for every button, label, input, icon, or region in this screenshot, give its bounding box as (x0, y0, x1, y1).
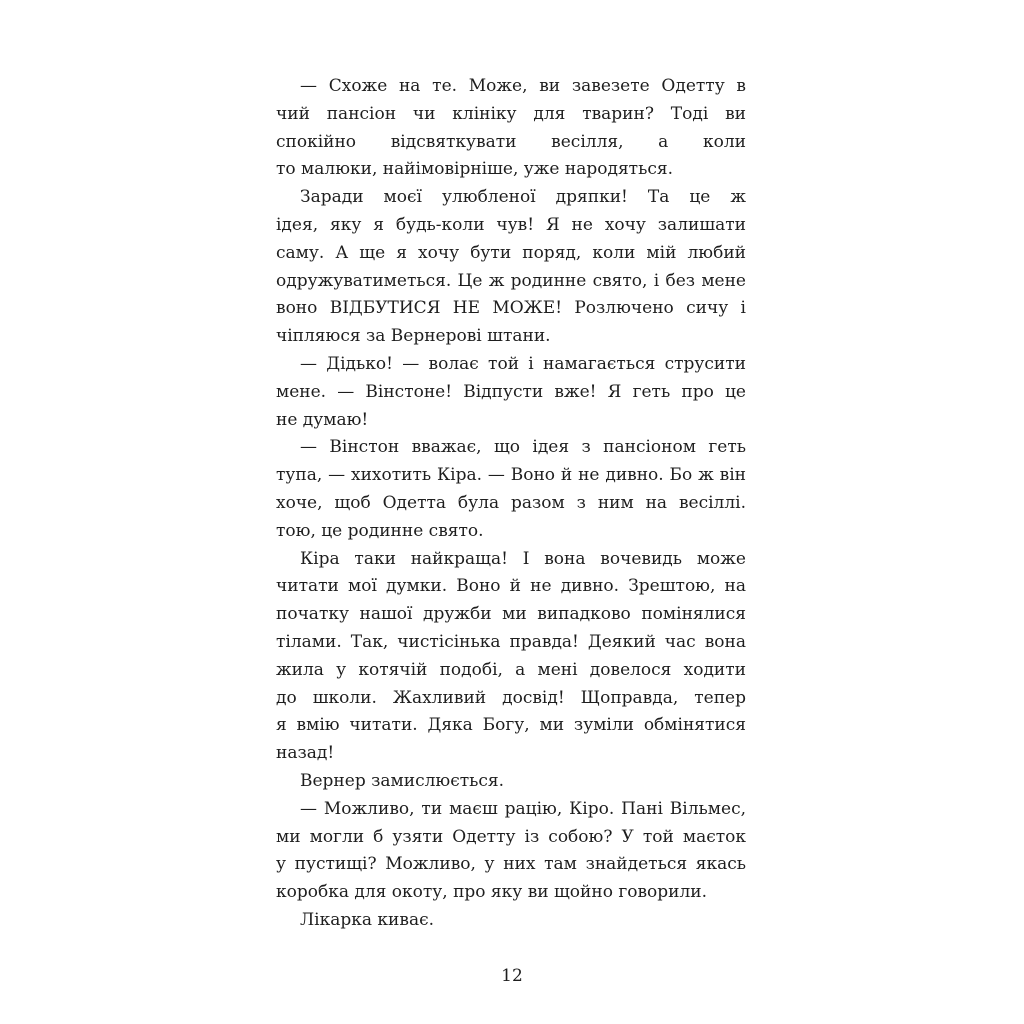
text-line: воно ВІДБУТИСЯ НЕ МОЖЕ! Розлючено сичу і (276, 298, 746, 319)
text-line: Заради моєї улюбленої дряпки! Та це ж (300, 187, 746, 208)
text-line: то малюки, найімовірніше, уже народяться. (276, 159, 673, 180)
text-line: не думаю! (276, 409, 369, 430)
text-line: Лікарка киває. (300, 909, 435, 930)
text-line: жила у котячій подобі, а мені довелося ходити (276, 659, 746, 680)
text-line: назад! (276, 743, 335, 764)
paragraph (276, 351, 746, 434)
text-line: спокійно відсвяткувати весілля, а коли (276, 131, 746, 152)
text-line: чіпляюся за Вернерові штани. (276, 326, 551, 347)
paragraph (276, 434, 746, 545)
text-line: мене. — Вінстоне! Відпусти вже! Я геть про це (276, 381, 746, 402)
paragraph (276, 907, 746, 935)
text-line: коробка для окоту, про яку ви щойно говорили. (276, 882, 708, 903)
text-line: до школи. Жахливий досвід! Щоправда, тепер (276, 687, 746, 708)
text-line: — Схоже на те. Може, ви завезете Одетту в (300, 76, 746, 96)
text-line: — Дідько! — волає той і намагається струсити (300, 353, 746, 374)
paragraph (276, 73, 746, 184)
paragraph (276, 184, 746, 351)
text-line: одружуватиметься. Це ж родинне свято, і без мене (276, 270, 746, 291)
paragraph (276, 768, 746, 796)
text-line: ми могли б узяти Одетту із собою? У той маєток (276, 826, 746, 847)
body-text (276, 73, 746, 935)
text-line: — Можливо, ти маєш рацію, Кіро. Пані Вільмес, (300, 798, 746, 819)
text-line: Вернер замислюється. (300, 770, 505, 791)
text-line: — Вінстон вважає, що ідея з пансіоном геть (300, 437, 746, 458)
text-line: ідея, яку я будь-коли чув! Я не хочу залишати (276, 214, 746, 235)
text-line: Кіра таки найкраща! І вона вочевидь може (300, 548, 746, 569)
text-line: читати мої думки. Воно й не дивно. Зрештою, на (276, 576, 746, 597)
page-number: 12 (501, 966, 523, 986)
text-line: тілами. Так, чистісінька правда! Деякий час вона (276, 631, 746, 652)
text-line: тупа, — хихотить Кіра. — Воно й не дивно. Бо ж він (276, 465, 746, 486)
text-line: початку нашої дружби ми випадково помінялися (276, 604, 746, 625)
text-line: у пустищі? Можливо, у них там знайдеться якась (276, 854, 746, 875)
text-line: тою, це родинне свято. (276, 520, 484, 541)
paragraph (276, 796, 746, 907)
text-line: я вмію читати. Дяка Богу, ми зуміли обмінятися (276, 715, 746, 736)
text-line: саму. А ще я хочу бути поряд, коли мій любий (276, 242, 746, 263)
text-line: хоче, щоб Одетта була разом з ним на весіллі. (276, 492, 746, 513)
text-line: чий пансіон чи клініку для тварин? Тоді ви (276, 103, 746, 124)
paragraph (276, 546, 746, 768)
